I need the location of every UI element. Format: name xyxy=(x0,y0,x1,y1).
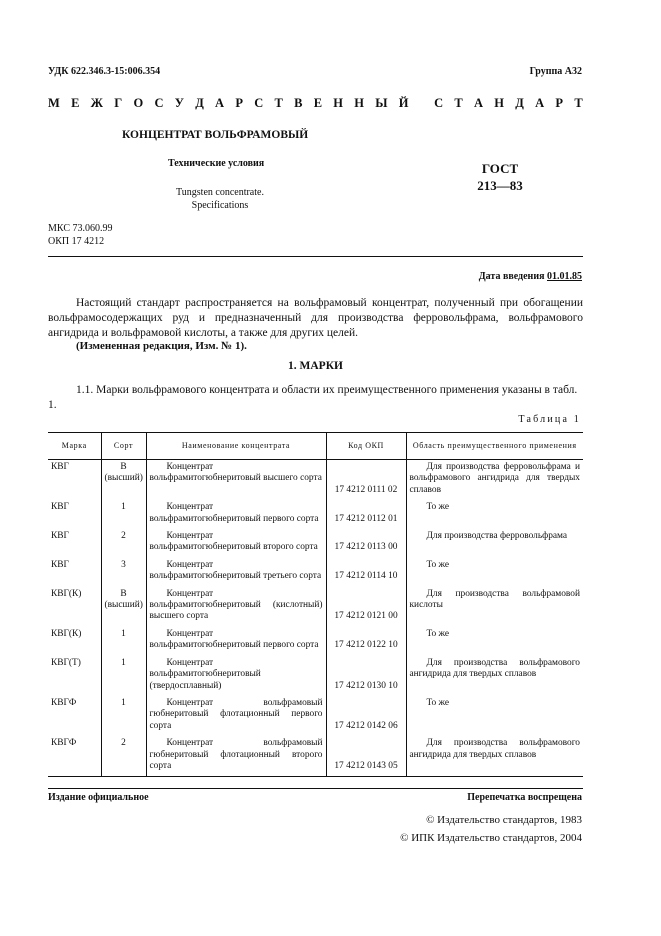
cell-code: 17 4212 0114 10 xyxy=(326,558,406,587)
banner-letter: Т xyxy=(274,96,283,110)
divider xyxy=(48,256,583,257)
cell-sort: 1 xyxy=(101,627,146,656)
cell-mark: КВГ(К) xyxy=(51,628,82,639)
banner-letter: М xyxy=(48,96,60,110)
banner-letter: А xyxy=(215,96,225,110)
gost-designation xyxy=(470,160,530,194)
cell-area: Для производства вольфрамовой кислоты xyxy=(406,587,583,627)
header-name: Наименование концентрата xyxy=(146,433,326,460)
cell-code: 17 4212 0121 00 xyxy=(326,587,406,627)
banner-letter: С xyxy=(154,96,164,110)
introduction-date xyxy=(479,271,582,282)
cell-mark: КВГ xyxy=(51,462,69,472)
table-row xyxy=(48,696,583,736)
cell-sort: 1 xyxy=(101,500,146,529)
banner-letter: Д xyxy=(515,96,524,110)
table-row xyxy=(48,736,583,777)
cell-sort: 3 xyxy=(101,558,146,587)
banner-letter: Й xyxy=(398,96,409,110)
cell-area: Для производства вольфрамового ангидрида для твердых сплавов xyxy=(406,736,583,777)
header-sort: Сорт xyxy=(101,433,146,460)
banner-letter: Н xyxy=(333,96,344,110)
banner-letter: С xyxy=(254,96,264,110)
english-title-line-2: Specifications xyxy=(191,200,249,211)
date-label: Дата введения xyxy=(478,271,545,282)
table-row xyxy=(48,587,583,627)
table-row xyxy=(48,656,583,696)
classification-codes xyxy=(48,222,112,248)
cell-code: 17 4212 0111 02 xyxy=(326,460,406,501)
table-header-row xyxy=(48,433,583,460)
header-code: Код ОКП xyxy=(326,433,406,460)
intro-paragraph: Настоящий стандарт распространяется на вольфрамовый концентрат, полученный при обогащении вольфрамосодержащих руд и предназначенный для производства ферровольфрама, вольфрамового ангидрида и вольфрамовой кислоты, а также для других целей. xyxy=(48,297,583,339)
cell-sort: В (высший) xyxy=(101,460,146,501)
banner-letter: Ж xyxy=(90,96,104,110)
cell-mark: КВГ xyxy=(51,559,69,570)
table-row xyxy=(48,500,583,529)
cell-sort: 2 xyxy=(101,736,146,777)
change-note: (Измененная редакция, Изм. № 1). xyxy=(76,340,247,352)
udk-code: УДК 622.346.3-15:006.354 xyxy=(48,66,161,77)
banner-letter: Е xyxy=(71,96,80,110)
cell-mark: КВГ xyxy=(51,502,69,513)
table-row xyxy=(48,627,583,656)
cell-name: Концентрат вольфрамовый гюбнеритовый флотационный второго сорта xyxy=(146,736,326,777)
banner-letter: С xyxy=(434,96,444,110)
banner-letter: Н xyxy=(494,96,505,110)
table-row xyxy=(48,460,583,501)
cell-code: 17 4212 0142 06 xyxy=(326,696,406,736)
interstate-standard-banner xyxy=(48,96,583,111)
cell-mark: КВГФ xyxy=(48,736,101,777)
cell-area: Для производства ферровольфрама xyxy=(406,529,583,558)
cell-area: То же xyxy=(406,500,583,529)
cell-code: 17 4212 0130 10 xyxy=(326,656,406,696)
cell-sort: 1 xyxy=(101,656,146,696)
cell-area: То же xyxy=(406,558,583,587)
cell-code: 17 4212 0112 01 xyxy=(326,500,406,529)
gost-number: 213—83 xyxy=(477,178,523,193)
banner-letter: А xyxy=(535,96,545,110)
banner-letter: У xyxy=(174,96,184,110)
cell-name: Концентрат вольфрамитогюбнеритовый (кислотный) высшего сорта xyxy=(146,587,326,627)
cell-name: Концентрат вольфрамитогюбнеритовый (твердосплавный) xyxy=(146,656,326,696)
clause-1-1: 1.1. Марки вольфрамового концентрата и области их преимущественного применения указаны в табл. 1. xyxy=(48,384,578,411)
cell-code: 17 4212 0122 10 xyxy=(326,627,406,656)
cell-mark: КВГ(К) xyxy=(51,588,82,599)
gost-label: ГОСТ xyxy=(481,161,519,176)
document-title: КОНЦЕНТРАТ ВОЛЬФРАМОВЫЙ xyxy=(122,129,309,141)
copyright-2004: © ИПК Издательство стандартов, 2004 xyxy=(400,832,582,844)
banner-letter: Т xyxy=(454,96,463,110)
banner-letter: В xyxy=(294,96,303,110)
banner-letter: Г xyxy=(114,96,123,110)
okp-code: ОКП 17 4212 xyxy=(48,236,105,247)
cell-area: Для производства ферровольфрама и вольфрамового ангидрида для твердых сплавов xyxy=(406,460,583,501)
copyright-1983: © Издательство стандартов, 1983 xyxy=(426,814,582,826)
cell-area: То же xyxy=(406,627,583,656)
cell-code: 17 4212 0143 05 xyxy=(326,736,406,777)
header-area: Область преимущественного применения xyxy=(406,433,583,460)
document-subtitle: Технические условия xyxy=(168,158,265,169)
section-title: 1. МАРКИ xyxy=(288,360,343,372)
banner-gap xyxy=(420,96,423,111)
banner-letter: Р xyxy=(555,96,564,110)
cell-area: То же xyxy=(406,696,583,736)
english-title-line-1: Tungsten concentrate. xyxy=(176,187,264,198)
footer-divider xyxy=(48,788,583,789)
cell-name: Концентрат вольфрамитогюбнеритовый первого сорта xyxy=(146,500,326,529)
banner-letter: А xyxy=(474,96,484,110)
cell-name: Концентрат вольфрамитогюбнеритовый первого сорта xyxy=(146,627,326,656)
date-value: 01.01.85 xyxy=(547,271,582,282)
cell-name: Концентрат вольфрамитогюбнеритовый высшего сорта xyxy=(146,460,326,501)
header-mark: Марка xyxy=(48,433,101,460)
mks-code: МКС 73.060.99 xyxy=(48,223,113,234)
banner-letter: О xyxy=(133,96,144,110)
official-edition: Издание официальное xyxy=(48,792,149,803)
table-row xyxy=(48,558,583,587)
cell-name: Концентрат вольфрамитогюбнеритовый третьего сорта xyxy=(146,558,326,587)
table-row xyxy=(48,529,583,558)
cell-mark: КВГФ xyxy=(51,697,77,708)
cell-code: 17 4212 0113 00 xyxy=(326,529,406,558)
cell-area: Для производства вольфрамового ангидрида для твердых сплавов xyxy=(406,656,583,696)
cell-mark: КВГ xyxy=(51,531,69,542)
cell-name: Концентрат вольфрамитогюбнеритовый второго сорта xyxy=(146,529,326,558)
banner-letter: Е xyxy=(313,96,323,110)
copyright-block xyxy=(400,813,582,849)
banner-letter: Р xyxy=(235,96,243,110)
cell-sort: 1 xyxy=(101,696,146,736)
banner-letter: Ы xyxy=(375,96,388,110)
banner-letter: Т xyxy=(574,96,583,110)
grades-table xyxy=(48,432,583,777)
cell-sort: 2 xyxy=(101,529,146,558)
banner-letter: Д xyxy=(195,96,204,110)
cell-name: Концентрат вольфрамовый гюбнеритовый флотационный первого сорта xyxy=(146,696,326,736)
english-title xyxy=(150,186,290,212)
banner-letter: Н xyxy=(354,96,364,110)
table-label: Таблица 1 xyxy=(518,414,581,425)
reprint-notice: Перепечатка воспрещена xyxy=(467,792,582,803)
cell-sort: В (высший) xyxy=(101,587,146,627)
group-code: Группа А32 xyxy=(529,66,582,77)
cell-mark: КВГ(Т) xyxy=(51,657,81,668)
